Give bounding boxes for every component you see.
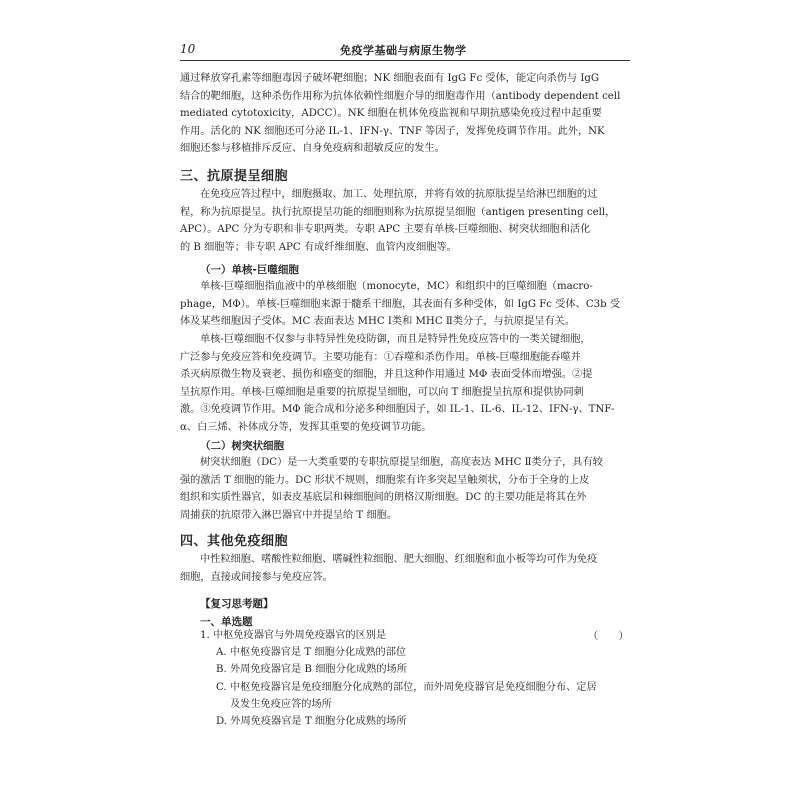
answer-blank: （ ） <box>588 631 629 642</box>
text-line: 激。③免疫调节作用。MΦ 能合成和分泌多种细胞因子，如 IL-1、IL-6、IL-12、IFN-γ、TNF- <box>180 404 615 416</box>
text-line: 组织和实质性器官，如表皮基底层和棘细胞间的朗格汉斯细胞。DC 的主要功能是将其在外 <box>180 492 587 504</box>
text-line: 体及某些细胞因子受体。MC 表面表达 MHC Ⅰ类和 MHC Ⅱ类分子，与抗原提呈有关。 <box>180 316 576 328</box>
option-a: A. 中枢免疫器官是 T 细胞分化成熟的部位 <box>216 647 407 658</box>
page-number: 10 <box>180 42 196 56</box>
question-1: 1. 中枢免疫器官与外周免疫器官的区别是 <box>200 630 387 641</box>
running-header <box>180 40 630 61</box>
text-line: 周捕获的抗原带入淋巴器官中并提呈给 T 细胞。 <box>180 509 398 521</box>
intro-paragraph <box>180 70 630 158</box>
text-line: 细胞，直接或间接参与免疫应答。 <box>180 571 333 583</box>
text-line: APC）。APC 分为专职和非专职两类。专职 APC 主要有单核-巨噬细胞、树突状细胞和活化 <box>180 224 591 236</box>
book-title: 免疫学基础与病原生物学 <box>340 44 467 57</box>
text-line: 细胞还参与移植排斥反应、自身免疫病和超敏反应的发生。 <box>180 143 445 155</box>
text-line: α、白三烯、补体成分等，发挥其重要的免疫调节功能。 <box>180 421 432 433</box>
question-type-heading: 一、单选题 <box>200 616 253 628</box>
option-d: D. 外周免疫器官是 T 细胞分化成熟的场所 <box>216 716 407 727</box>
text-line: 程，称为抗原提呈。执行抗原提呈功能的细胞则称为抗原提呈细胞（antigen presenting cell， <box>180 206 616 218</box>
text-line: mediated cytotoxicity，ADCC）。NK 细胞在机体免疫监视和早期抗感染免疫过程中起重要 <box>180 108 602 120</box>
text-line: 结合的靶细胞，这种杀伤作用称为抗体依赖性细胞介导的细胞毒作用（antibody dependent cell <box>180 90 621 102</box>
option-c-continued: 及发生免疫应答的场所 <box>230 699 332 710</box>
text-line: 单核-巨噬细胞指血液中的单核细胞（monocyte，MC）和组织中的巨噬细胞（macro- <box>200 281 593 292</box>
section4-paragraph <box>180 551 630 586</box>
text-line: 广泛参与免疫应答和免疫调节。主要功能有：①吞噬和杀伤作用。单核-巨噬细胞能吞噬并 <box>180 351 581 363</box>
text-line: 作用。活化的 NK 细胞还可分泌 IL-1、IFN-γ、TNF 等因子，发挥免疫调节作用。此外，NK <box>180 125 605 137</box>
text-line: 单核-巨噬细胞不仅参与非特异性免疫防御，而且是特异性免疫应答中的一类关键细胞， <box>200 334 591 345</box>
text-line: 呈抗原作用。单核-巨噬细胞是重要的抗原提呈细胞，可以向 T 细胞提呈抗原和提供协同刺 <box>180 386 584 398</box>
option-b: B. 外周免疫器官是 B 细胞分化成熟的场所 <box>216 664 407 675</box>
dendritic-paragraph <box>180 454 630 524</box>
monocyte-paragraph-1 <box>180 278 630 331</box>
text-line: 在免疫应答过程中，细胞摄取、加工、处理抗原，并将有效的抗原肽提呈给淋巴细胞的过 <box>200 189 598 200</box>
monocyte-paragraph-2 <box>180 331 630 437</box>
section-heading-4: 四、其他免疫细胞 <box>180 534 289 549</box>
text-line: phage，MΦ）。单核-巨噬细胞来源于髓系干细胞，其表面有多种受体，如 IgG Fc 受体、C3b 受 <box>180 298 621 310</box>
text-line: 通过释放穿孔素等细胞毒因子破坏靶细胞；NK 细胞表面有 IgG Fc 受体，能定向杀伤与 IgG <box>180 73 600 84</box>
text-line: 强的激活 T 细胞的能力。DC 形状不规则，细胞浆有许多突起呈触须状，分布于全身的上皮 <box>180 474 590 486</box>
subsection-heading-2: （二）树突状细胞 <box>200 440 284 452</box>
text-line: 杀灭病原微生物及衰老、损伤和癌变的细胞，并且这种作用通过 MΦ 表面受体而增强。②提 <box>180 369 593 381</box>
text-line: 树突状细胞（DC）是一大类重要的专职抗原提呈细胞，高度表达 MHC Ⅱ类分子，具有较 <box>200 457 603 468</box>
section3-paragraph <box>180 186 630 256</box>
section-heading-3: 三、抗原提呈细胞 <box>180 169 289 184</box>
subsection-heading-1: （一）单核-巨噬细胞 <box>200 264 299 276</box>
text-line: 中性粒细胞、嗜酸性粒细胞、嗜碱性粒细胞、肥大细胞、红细胞和血小板等均可作为免疫 <box>200 554 598 565</box>
review-heading: 【复习思考题】 <box>200 598 274 610</box>
text-line: 的 B 细胞等；非专职 APC 有成纤维细胞、血管内皮细胞等。 <box>180 241 457 253</box>
option-c: C. 中枢免疫器官是免疫细胞分化成熟的部位，而外周免疫器官是免疫细胞分布、定居 <box>216 682 597 693</box>
